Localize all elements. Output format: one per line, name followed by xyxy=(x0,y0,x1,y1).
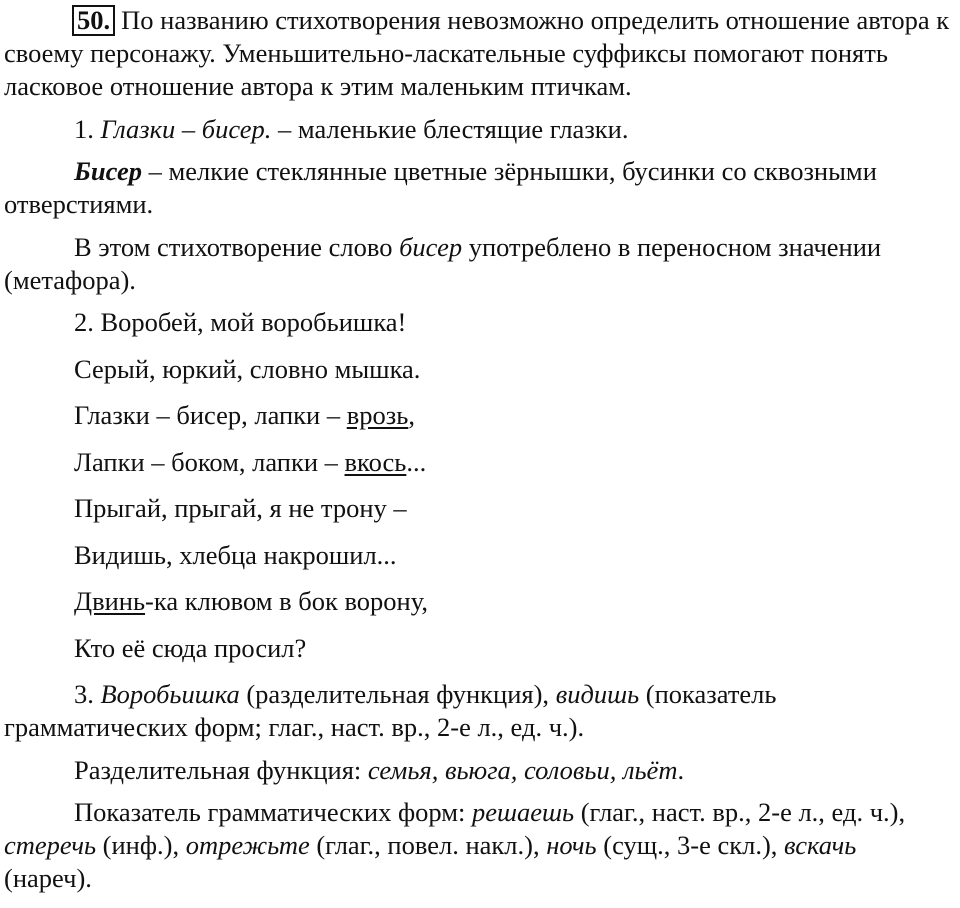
poem-line-2: Серый, юркий, словно мышка. xyxy=(74,353,421,384)
intro-text: По названию стихотворения невозможно определить отношение автора к своему персонажу. Уменьшительно-ласкательные суффиксы помогают понять ласковое отношение автора к этим маленьким птичкам. xyxy=(4,5,950,101)
separating-paragraph: Разделительная функция: семья, вьюга, соловьи, льёт. xyxy=(74,754,685,785)
item-1-phrase: Глазки – бисер. xyxy=(100,113,272,144)
poem-line-3: Глазки – бисер, лапки – врозь, xyxy=(74,400,415,430)
poem xyxy=(4,306,950,665)
definition-text: – мелкие стеклянные цветные зёрнышки, бусинки со сквозными отверстиями. xyxy=(4,156,877,219)
poem-line-6: Видишь, хлебца накрошил... xyxy=(74,539,397,570)
poem-line-7: Двинь-ка клювом в бок ворону, xyxy=(74,586,428,616)
task-number: 50. xyxy=(72,5,115,36)
definition-paragraph xyxy=(4,155,950,221)
intro-paragraph xyxy=(4,4,950,103)
usage-paragraph: В этом стихотворение слово бисер употреблено в переносном значении (метафора). xyxy=(4,231,882,295)
poem-line-5: Прыгай, прыгай, я не трону – xyxy=(74,493,407,523)
poem-line-8: Кто её сюда просил? xyxy=(74,632,307,663)
grammar-paragraph: Показатель грамматических форм: решаешь (глаг., наст. вр., 2-е л., ед. ч.), стеречь (инф.), отрежьте (глаг., повел. накл.), ночь (сущ., 3-е скл.), вскачь (нареч). xyxy=(4,797,906,893)
item-1-paragraph: 1. Глазки – бисер. – маленькие блестящие глазки. xyxy=(74,113,629,144)
item-3-paragraph: 3. Воробьишка (разделительная функция), видишь (показатель грамматических форм; глаг., наст. вр., 2-е л., ед. ч.). xyxy=(4,679,777,742)
poem-line-1: 2. Воробей, мой воробьишка! xyxy=(74,307,407,337)
definition-term: Бисер xyxy=(74,156,142,186)
poem-line-4: Лапки – боком, лапки – вкось... xyxy=(74,446,427,477)
